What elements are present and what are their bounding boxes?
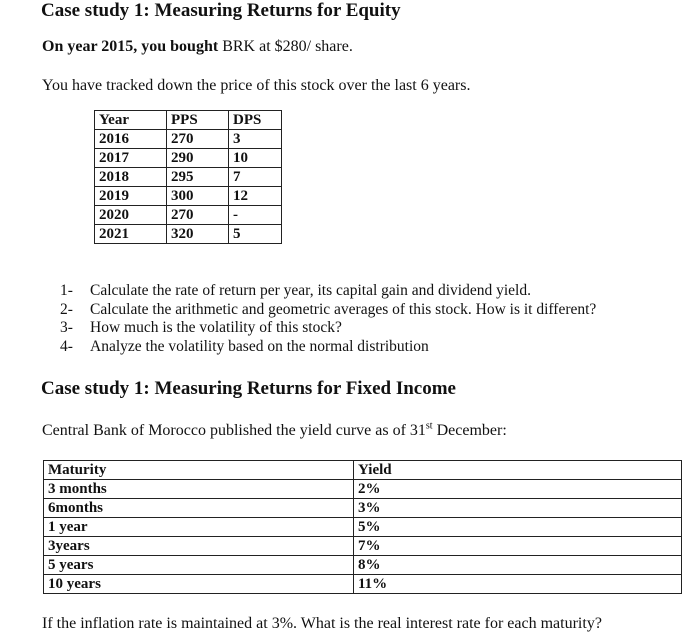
table-cell: 320 <box>167 225 229 244</box>
table-row <box>44 556 682 575</box>
table-cell: 7 <box>229 168 282 187</box>
table-cell: 10 years <box>44 575 354 594</box>
question-text: How much is the volatility of this stock? <box>90 319 342 336</box>
question-item <box>60 282 596 301</box>
table-cell: 3 months <box>44 480 354 499</box>
table-header-cell: Year <box>95 111 167 130</box>
inflation-question: If the inflation rate is maintained at 3%. What is the real interest rate for each maturity? <box>42 615 602 632</box>
yield-curve-statement-end: December: <box>432 422 507 439</box>
table-header-row <box>95 111 282 130</box>
table-row <box>95 225 282 244</box>
table-cell: 10 <box>229 149 282 168</box>
question-number: 4- <box>60 337 73 355</box>
table-header-cell: Yield <box>354 461 682 480</box>
question-number: 2- <box>60 300 73 318</box>
table-cell: 290 <box>167 149 229 168</box>
question-number: 3- <box>60 319 73 336</box>
equity-case-title: Case study 1: Measuring Returns for Equity <box>41 0 401 21</box>
table-cell: 2016 <box>95 130 167 149</box>
table-cell: 11% <box>354 575 682 594</box>
purchase-statement <box>42 38 353 56</box>
table-cell: 3% <box>354 499 682 518</box>
table-cell: 2021 <box>95 225 167 244</box>
yield-curve-statement-sup: st <box>425 420 433 432</box>
question-item <box>60 319 596 338</box>
purchase-statement-bold: On year 2015, you bought <box>42 38 219 55</box>
table-cell: 295 <box>167 168 229 187</box>
table-cell: 2020 <box>95 206 167 225</box>
table-header-cell: PPS <box>167 111 229 130</box>
table-row <box>95 149 282 168</box>
yield-curve-statement <box>42 422 507 440</box>
table-row <box>44 518 682 537</box>
question-text: Calculate the rate of return per year, its capital gain and dividend yield. <box>90 282 531 299</box>
question-text: Analyze the volatility based on the normal distribution <box>90 337 429 355</box>
table-cell: 1 year <box>44 518 354 537</box>
table-cell: 270 <box>167 206 229 225</box>
yield-curve-table <box>43 460 682 594</box>
table-cell: 3 <box>229 130 282 149</box>
table-cell: 5% <box>354 518 682 537</box>
table-cell: 270 <box>167 130 229 149</box>
table-header-row <box>44 461 682 480</box>
table-cell: - <box>229 206 282 225</box>
table-cell: 2017 <box>95 149 167 168</box>
table-cell: 6months <box>44 499 354 518</box>
table-row <box>44 480 682 499</box>
tracking-statement: You have tracked down the price of this stock over the last 6 years. <box>42 77 471 94</box>
question-item <box>60 301 596 320</box>
table-header-cell: Maturity <box>44 461 354 480</box>
equity-price-table <box>94 110 282 244</box>
table-row <box>95 187 282 206</box>
yield-curve-statement-main: Central Bank of Morocco published the yield curve as of 31 <box>42 422 426 439</box>
fixed-income-case-title: Case study 1: Measuring Returns for Fixed Income <box>41 378 456 399</box>
table-cell: 12 <box>229 187 282 206</box>
table-row <box>44 575 682 594</box>
question-text: Calculate the arithmetic and geometric averages of this stock. How is it different? <box>90 300 597 318</box>
table-cell: 8% <box>354 556 682 575</box>
question-item <box>60 338 596 357</box>
table-cell: 2019 <box>95 187 167 206</box>
table-row <box>95 130 282 149</box>
purchase-statement-rest: BRK at $280/ share. <box>218 38 353 55</box>
table-row <box>95 206 282 225</box>
table-header-cell: DPS <box>229 111 282 130</box>
equity-question-list <box>60 282 596 356</box>
table-cell: 5 years <box>44 556 354 575</box>
table-cell: 300 <box>167 187 229 206</box>
table-row <box>95 168 282 187</box>
table-cell: 5 <box>229 225 282 244</box>
table-cell: 7% <box>354 537 682 556</box>
table-cell: 2% <box>354 480 682 499</box>
question-number: 1- <box>60 282 73 299</box>
table-cell: 2018 <box>95 168 167 187</box>
table-row <box>44 499 682 518</box>
table-cell: 3years <box>44 537 354 556</box>
table-row <box>44 537 682 556</box>
